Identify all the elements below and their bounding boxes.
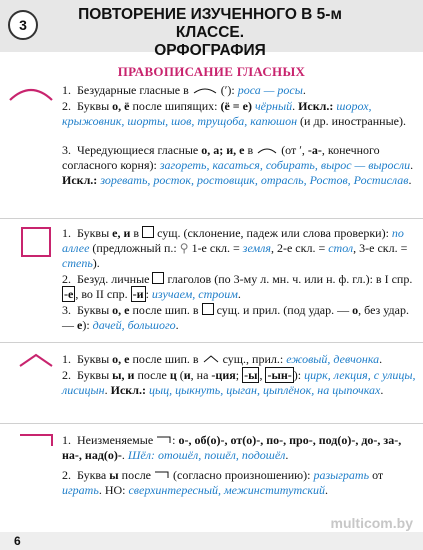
prefix-mark-icon bbox=[156, 435, 172, 444]
rule-item: 1. Безударные гласные в (ʹ): роса — росы. bbox=[62, 83, 306, 97]
ending-box-icon bbox=[202, 303, 214, 315]
divider bbox=[0, 423, 423, 424]
prefix-symbol-icon bbox=[18, 432, 54, 448]
rule-item: 2. Безуд. личные глаголов (по 3-му л. мн. ч. или н. ф. гл.): в I спр. -е , во II спр. -и : изучаем, строим. bbox=[62, 272, 413, 301]
rule-item: 3. Буквы о, е после шип. в сущ. и прил. (под удар. — о, без удар. — е): дачей, большого. bbox=[62, 303, 409, 332]
watermark: multicom.by bbox=[330, 515, 413, 531]
root-mark-icon bbox=[256, 145, 278, 154]
ending-box-icon bbox=[152, 272, 164, 284]
rule-item: 2. Буквы о, ё после шипящих: (ё = е) чёрный. Искл.: шорох, крыжовник, шорты, шов, трущоба, капюшон (и др. иностранные). bbox=[62, 99, 406, 128]
rule-item: 1. Буквы е, и в сущ. (склонение, падеж или слова проверки): по аллее (предложный п.: ⚲ 1-е скл. = земля, 2-е скл. = стол, 3-е скл. = степь). bbox=[62, 226, 408, 270]
title-line-1: ПОВТОРЕНИЕ ИЗУЧЕННОГО В 5-м КЛАССЕ. bbox=[78, 6, 342, 41]
chapter-number-badge: 3 bbox=[8, 10, 38, 40]
page-title bbox=[50, 6, 370, 60]
divider bbox=[0, 218, 423, 219]
footer-bar bbox=[0, 532, 423, 550]
ending-box-icon bbox=[142, 226, 154, 238]
stress-mark-icon: ʹ bbox=[299, 143, 302, 157]
title-line-2: ОРФОГРАФИЯ bbox=[154, 42, 266, 59]
root-mark-icon bbox=[192, 85, 218, 94]
ending-symbol-icon bbox=[20, 226, 54, 260]
divider bbox=[0, 342, 423, 343]
root-symbol-icon bbox=[8, 84, 54, 102]
rule-item: 3. Чередующиеся гласные о, а; и, е в (от ʹ, -а-, конечного согласного корня): загореть, касаться, собирать, вырос — выросли. Искл.: зоревать, росток, ростовщик, отрасль, Ростов, Ростислав. bbox=[62, 143, 414, 187]
page-number: 6 bbox=[14, 534, 21, 548]
prefix-mark-icon bbox=[154, 470, 170, 479]
rule-item: 1. Неизменяемые : о-, об(о)-, от(о)-, по-, про-, под(о)-, до-, за-, на-, над(о)-. Шёл: отошёл, пошёл, подошёл. bbox=[62, 433, 402, 462]
section-title: ПРАВОПИСАНИЕ ГЛАСНЫХ bbox=[117, 64, 306, 79]
suffix-mark-icon bbox=[202, 354, 220, 363]
rule-item: 1. Буквы о, е после шип. в сущ., прил.: ежовый, девчонка. bbox=[62, 352, 383, 366]
stress-mark-icon: ʹ bbox=[224, 83, 228, 97]
rule-item: 2. Буква ы после (согласно произношению): разыграть от играть. НО: сверхинтересный, межинститутский. bbox=[62, 468, 384, 497]
rule-item: 2. Буквы ы, и после ц (и, на -ция; -ы , -ын- ): цирк, лекция, с улицы, лисицын. Искл.: цыц, цыкнуть, цыган, цыплёнок, на цыпочках. bbox=[62, 368, 416, 397]
suffix-symbol-icon bbox=[18, 352, 54, 368]
question-icon: ⚲ bbox=[179, 241, 189, 255]
